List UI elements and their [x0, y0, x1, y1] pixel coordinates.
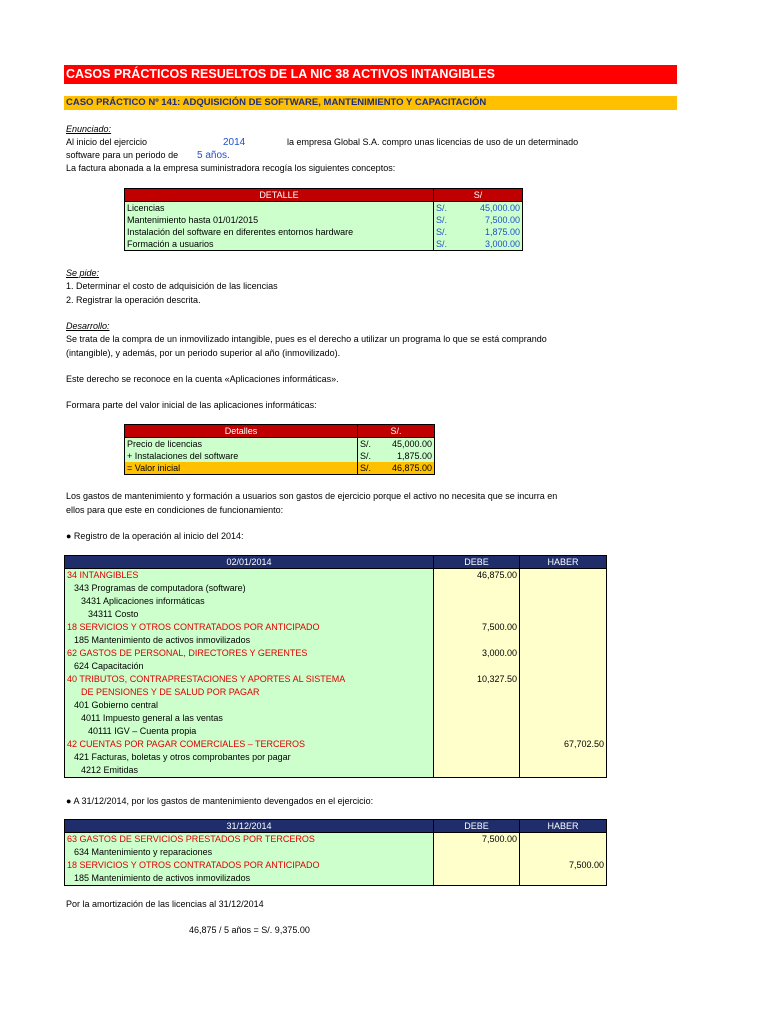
- journal-account: 34311 Costo: [65, 608, 434, 621]
- journal-debe: [434, 751, 520, 764]
- journal-debe: [434, 872, 520, 886]
- journal-haber: [520, 712, 607, 725]
- journal-haber: [520, 751, 607, 764]
- journal-row: [65, 569, 607, 583]
- journal-haber: [520, 608, 607, 621]
- journal-debe: [434, 608, 520, 621]
- journal-row: [65, 595, 607, 608]
- desarrollo-heading: Desarrollo:: [66, 321, 110, 331]
- journal-row: [65, 872, 607, 886]
- valor-monto: 46,875.00: [380, 462, 435, 475]
- journal-haber: [520, 621, 607, 634]
- detalle-monto: 3,000.00: [464, 238, 523, 251]
- table-row: [125, 226, 523, 238]
- se-pide-heading: Se pide:: [66, 268, 100, 278]
- journal-debe: [434, 686, 520, 699]
- journal-debe: 10,327.50: [434, 673, 520, 686]
- valor-header: Detalles: [125, 425, 358, 438]
- registro2-label: ● A 31/12/2014, por los gastos de mantenimiento devengados en el ejercicio:: [66, 796, 374, 806]
- journal-debe: [434, 712, 520, 725]
- valor-inicial-table: [124, 424, 435, 475]
- journal-debe: [434, 738, 520, 751]
- journal-haber: [520, 595, 607, 608]
- journal-row: [65, 647, 607, 660]
- amortizacion-calc: 46,875 / 5 años = S/. 9,375.00: [189, 925, 310, 935]
- table-row: [125, 438, 435, 451]
- enunciado-line1a: Al inicio del ejercicio: [66, 137, 148, 147]
- detalle-monto: 7,500.00: [464, 214, 523, 226]
- journal-haber: [520, 872, 607, 886]
- journal-account: 3431 Aplicaciones informáticas: [65, 595, 434, 608]
- journal-row: [65, 833, 607, 847]
- valor-cur: S/.: [358, 462, 380, 475]
- journal-haber: [520, 699, 607, 712]
- journal-account: 185 Mantenimiento de activos inmovilizados: [65, 634, 434, 647]
- desarrollo-p2: Este derecho se reconoce en la cuenta «Aplicaciones informáticas».: [66, 374, 339, 384]
- journal-debe: [434, 699, 520, 712]
- journal2-debe-header: DEBE: [434, 820, 520, 833]
- valor-cur: S/.: [358, 438, 380, 451]
- table-row: [125, 214, 523, 226]
- journal-account: DE PENSIONES Y DE SALUD POR PAGAR: [65, 686, 434, 699]
- valor-monto: 1,875.00: [380, 450, 435, 462]
- journal-row: [65, 582, 607, 595]
- journal-debe: [434, 764, 520, 778]
- table-row-total: [125, 462, 435, 475]
- journal-account: 185 Mantenimiento de activos inmovilizados: [65, 872, 434, 886]
- journal-row: [65, 738, 607, 751]
- journal-entry-table-2: [64, 819, 607, 886]
- journal-debe: [434, 859, 520, 872]
- journal-haber: [520, 673, 607, 686]
- journal-account: 18 SERVICIOS Y OTROS CONTRATADOS POR ANTICIPADO: [65, 859, 434, 872]
- document-title: CASOS PRÁCTICOS RESUELTOS DE LA NIC 38 ACTIVOS INTANGIBLES: [64, 65, 677, 84]
- journal1-date-header: 02/01/2014: [65, 556, 434, 569]
- valor-cur: S/.: [358, 450, 380, 462]
- detalle-table: [124, 188, 523, 251]
- valor-currency-header: S/.: [358, 425, 435, 438]
- enunciado-year: 2014: [223, 137, 246, 148]
- journal2-date-header: 31/12/2014: [65, 820, 434, 833]
- journal-account: 624 Capacitación: [65, 660, 434, 673]
- journal-row: [65, 712, 607, 725]
- journal-row: [65, 751, 607, 764]
- journal-haber: [520, 634, 607, 647]
- se-pide-item: 1. Determinar el costo de adquisición de las licencias: [66, 281, 278, 291]
- amortizacion-label: Por la amortización de las licencias al 31/12/2014: [66, 899, 264, 909]
- detalle-concepto: Formación a usuarios: [125, 238, 434, 251]
- journal-row: [65, 621, 607, 634]
- journal-haber: [520, 764, 607, 778]
- journal-row: [65, 859, 607, 872]
- detalle-cur: S/.: [434, 238, 464, 251]
- journal1-debe-header: DEBE: [434, 556, 520, 569]
- enunciado-heading: Enunciado:: [66, 124, 112, 134]
- detalle-concepto: Mantenimiento hasta 01/01/2015: [125, 214, 434, 226]
- journal-account: 401 Gobierno central: [65, 699, 434, 712]
- journal-account: 18 SERVICIOS Y OTROS CONTRATADOS POR ANTICIPADO: [65, 621, 434, 634]
- journal-haber: [520, 660, 607, 673]
- journal-debe: 7,500.00: [434, 833, 520, 847]
- desarrollo-p3: Formara parte del valor inicial de las aplicaciones informáticas:: [66, 400, 317, 410]
- detalle-currency-header: S/: [434, 189, 523, 202]
- detalle-cur: S/.: [434, 202, 464, 215]
- table-row: [125, 238, 523, 251]
- valor-concepto: + Instalaciones del software: [125, 450, 358, 462]
- journal-row: [65, 673, 607, 686]
- journal-haber: 67,702.50: [520, 738, 607, 751]
- journal-debe: 46,875.00: [434, 569, 520, 583]
- detalle-concepto: Licencias: [125, 202, 434, 215]
- journal-account: 63 GASTOS DE SERVICIOS PRESTADOS POR TERCEROS: [65, 833, 434, 847]
- detalle-cur: S/.: [434, 214, 464, 226]
- detalle-header: DETALLE: [125, 189, 434, 202]
- journal-entry-table-1: [64, 555, 607, 778]
- journal-haber: 7,500.00: [520, 859, 607, 872]
- journal-row: [65, 846, 607, 859]
- desarrollo-p1a: Se trata de la compra de un inmovilizado intangible, pues es el derecho a utilizar un programa lo que se está comprando: [66, 334, 547, 344]
- desarrollo-p1b: (intangible), y además, por un periodo superior al año (inmovilizado).: [66, 348, 341, 358]
- journal-account: 421 Facturas, boletas y otros comprobantes por pagar: [65, 751, 434, 764]
- journal-haber: [520, 686, 607, 699]
- journal-account: 343 Programas de computadora (software): [65, 582, 434, 595]
- journal-account: 40111 IGV – Cuenta propia: [65, 725, 434, 738]
- table-row: [125, 450, 435, 462]
- detalle-cur: S/.: [434, 226, 464, 238]
- journal1-haber-header: HABER: [520, 556, 607, 569]
- journal-row: [65, 608, 607, 621]
- enunciado-period: 5 años.: [197, 150, 230, 161]
- journal-account: 4011 Impuesto general a las ventas: [65, 712, 434, 725]
- journal-account: 34 INTANGIBLES: [65, 569, 434, 583]
- enunciado-line2a: software para un periodo de: [66, 150, 179, 160]
- se-pide-item: 2. Registrar la operación descrita.: [66, 295, 201, 305]
- journal-haber: [520, 846, 607, 859]
- registro1-label: ● Registro de la operación al inicio del 2014:: [66, 531, 244, 541]
- valor-concepto: = Valor inicial: [125, 462, 358, 475]
- valor-concepto: Precio de licencias: [125, 438, 358, 451]
- journal-debe: 3,000.00: [434, 647, 520, 660]
- journal-haber: [520, 582, 607, 595]
- journal-account: 4212 Emitidas: [65, 764, 434, 778]
- journal-row: [65, 660, 607, 673]
- journal-row: [65, 686, 607, 699]
- journal-debe: [434, 846, 520, 859]
- journal-debe: [434, 725, 520, 738]
- journal-debe: [434, 595, 520, 608]
- journal-haber: [520, 725, 607, 738]
- journal-haber: [520, 833, 607, 847]
- detalle-concepto: Instalación del software en diferentes entornos hardware: [125, 226, 434, 238]
- journal-account: 634 Mantenimiento y reparaciones: [65, 846, 434, 859]
- journal-debe: [434, 582, 520, 595]
- journal-haber: [520, 569, 607, 583]
- case-subtitle: CASO PRÁCTICO Nº 141: ADQUISICIÓN DE SOFTWARE, MANTENIMIENTO Y CAPACITACIÓN: [64, 96, 677, 110]
- journal2-haber-header: HABER: [520, 820, 607, 833]
- journal-row: [65, 725, 607, 738]
- gastos-line2: ellos para que este en condiciones de funcionamiento:: [66, 505, 284, 515]
- table-row: [125, 202, 523, 215]
- journal-haber: [520, 647, 607, 660]
- enunciado-line1b: la empresa Global S.A. compro unas licencias de uso de un determinado: [287, 137, 579, 147]
- journal-account: 42 CUENTAS POR PAGAR COMERCIALES – TERCEROS: [65, 738, 434, 751]
- valor-monto: 45,000.00: [380, 438, 435, 451]
- journal-row: [65, 634, 607, 647]
- journal-debe: [434, 634, 520, 647]
- journal-debe: 7,500.00: [434, 621, 520, 634]
- enunciado-line3: La factura abonada a la empresa suministradora recogía los siguientes conceptos:: [66, 163, 396, 173]
- journal-account: 62 GASTOS DE PERSONAL, DIRECTORES Y GERENTES: [65, 647, 434, 660]
- journal-row: [65, 764, 607, 778]
- journal-debe: [434, 660, 520, 673]
- detalle-monto: 1,875.00: [464, 226, 523, 238]
- detalle-monto: 45,000.00: [464, 202, 523, 215]
- gastos-line1: Los gastos de mantenimiento y formación a usuarios son gastos de ejercicio porque el activo no necesita que se incurra en: [66, 491, 558, 501]
- journal-row: [65, 699, 607, 712]
- journal-account: 40 TRIBUTOS, CONTRAPRESTACIONES Y APORTES AL SISTEMA: [65, 673, 434, 686]
